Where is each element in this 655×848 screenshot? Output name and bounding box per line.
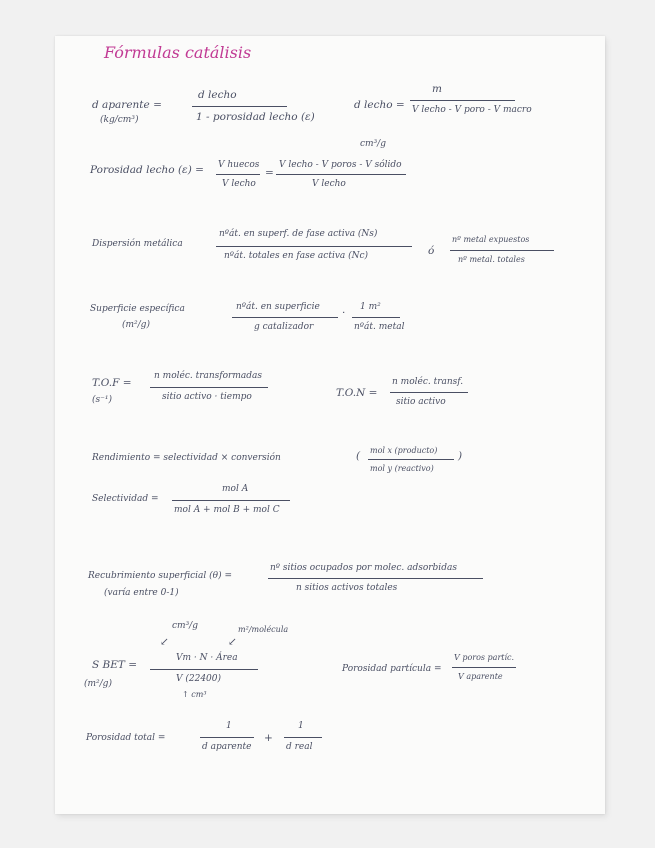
bed-porosity-equals: = [265,167,274,179]
coverage-numerator: nº sitios ocupados por molec. adsorbidas [270,563,457,573]
specific-surface-label: Superficie específica [90,304,185,314]
total-porosity-f1-numerator: 1 [226,721,232,731]
total-porosity-f2-bar [284,737,322,738]
bed-density-label: d lecho = [354,99,405,111]
specific-surface-f2-denominator: nºát. metal [354,322,405,332]
bet-annotation-area: m²/molécula [238,625,289,634]
specific-surface-units: (m²/g) [122,320,150,330]
yield-paren-bar [368,459,454,460]
tof-numerator: n moléc. transformadas [154,371,262,381]
selectivity-bar [172,500,290,501]
bet-denominator-note: ↑ cm³ [182,690,207,699]
ton-denominator: sitio activo [396,397,446,407]
total-porosity-f2-numerator: 1 [298,721,304,731]
particle-porosity-numerator: V poros partíc. [454,653,515,662]
bet-denominator-units: cm³ [191,690,207,699]
specific-surface-dot: · [342,307,346,319]
total-porosity-f1-denominator: d aparente [202,742,252,752]
particle-porosity-label: Porosidad partícula = [342,664,442,674]
bet-arrow-right: ↙ [228,636,237,648]
bed-density-bar [410,100,515,101]
tof-denominator: sitio activo · tiempo [162,392,252,402]
coverage-label: Recubrimiento superficial (θ) = [88,571,232,581]
total-porosity-label: Porosidad total = [86,733,166,743]
tof-units: (s⁻¹) [92,395,112,405]
coverage-note: (varía entre 0-1) [104,588,179,598]
bet-bar [150,669,258,670]
bed-porosity-f1-numerator: V huecos [218,160,260,170]
dispersion-alt-bar [450,250,554,251]
bed-porosity-label: Porosidad lecho (ε) = [90,164,204,176]
apparent-density-label: d aparente = [92,99,162,111]
dispersion-bar [216,246,412,247]
tof-bar [150,387,268,388]
tof-label: T.O.F = [92,377,132,389]
dispersion-alt-numerator: nº metal expuestos [452,235,530,244]
porosity-units-note: cm³/g [360,139,386,149]
bed-porosity-f1-denominator: V lecho [222,179,256,189]
selectivity-numerator: mol A [222,484,249,494]
bet-units: (m²/g) [84,679,112,689]
specific-surface-bar [232,317,338,318]
yield-paren-numerator: mol x (producto) [370,446,438,455]
total-porosity-f1-bar [200,737,254,738]
dispersion-alt-denominator: nº metal. totales [458,255,525,264]
bet-annotation-volume: cm³/g [172,621,198,631]
dispersion-label: Dispersión metálica [92,239,183,249]
particle-porosity-denominator: V aparente [458,672,503,681]
bed-porosity-f1-bar [216,174,260,175]
ton-label: T.O.N = [336,387,378,399]
coverage-denominator: n sitios activos totales [296,583,398,593]
bet-numerator: Vm · N · Área [176,653,238,663]
dispersion-or: ó [428,245,435,257]
ton-bar [390,392,468,393]
specific-surface-denominator: g catalizador [254,322,314,332]
page-title: Fórmulas catálisis [104,43,252,62]
selectivity-denominator: mol A + mol B + mol C [174,505,280,515]
specific-surface-numerator: nºát. en superficie [236,302,320,312]
yield-paren-open: ( [356,450,361,462]
yield-paren-close: ) [458,450,463,462]
bet-denominator: V (22400) [176,674,222,684]
coverage-bar [268,578,483,579]
yield-paren-denominator: mol y (reactivo) [370,464,434,473]
bet-label: S BET = [92,659,138,671]
bet-arrow-left: ↙ [160,636,169,648]
specific-surface-f2-bar [352,317,400,318]
ton-numerator: n moléc. transf. [392,377,464,387]
total-porosity-f2-denominator: d real [286,742,313,752]
dispersion-numerator: nºát. en superf. de fase activa (Ns) [219,229,378,239]
yield-formula: Rendimiento = selectividad × conversión [92,453,281,463]
bed-density-numerator: m [432,83,442,95]
specific-surface-f2-numerator: 1 m² [360,302,381,312]
paper-sheet [55,36,605,814]
bed-porosity-f2-numerator: V lecho - V poros - V sólido [279,160,402,170]
bed-porosity-f2-denominator: V lecho [312,179,346,189]
apparent-density-bar [192,106,287,107]
particle-porosity-bar [452,667,516,668]
total-porosity-plus: + [264,732,273,744]
apparent-density-numerator: d lecho [198,89,237,101]
selectivity-label: Selectividad = [92,494,159,504]
bed-density-denominator: V lecho - V poro - V macro [412,105,532,115]
bed-porosity-f2-bar [276,174,406,175]
apparent-density-units: (kg/cm³) [100,115,139,125]
apparent-density-denominator: 1 - porosidad lecho (ε) [196,111,315,123]
dispersion-denominator: nºát. totales en fase activa (Nc) [224,251,369,261]
